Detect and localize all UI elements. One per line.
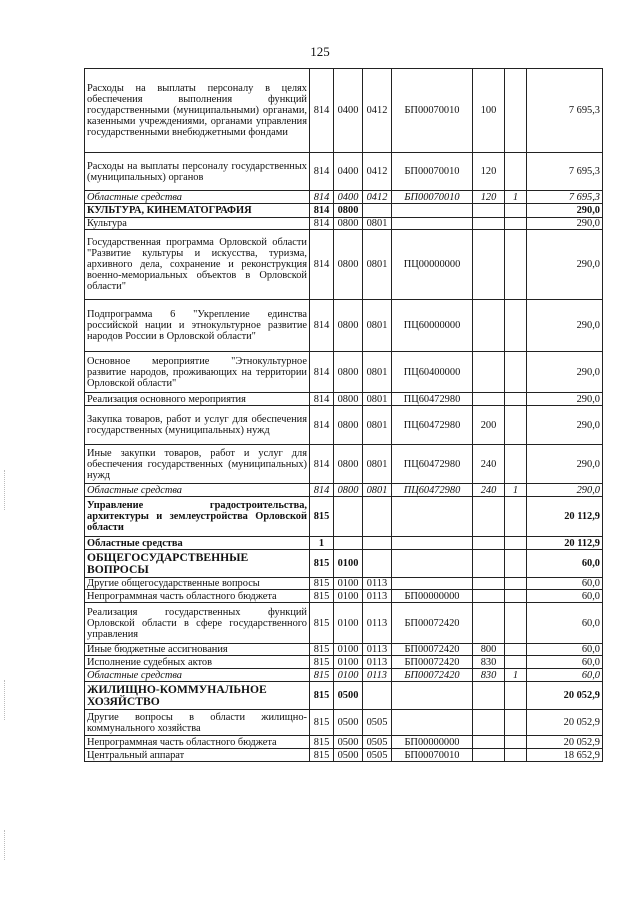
cell-pr xyxy=(363,537,392,550)
cell-rz: 0500 xyxy=(334,736,363,749)
cell-grbs: 815 xyxy=(310,590,334,603)
cell-pr xyxy=(363,682,392,710)
table-row xyxy=(85,393,603,406)
table-row xyxy=(85,191,603,204)
cell-grbs: 814 xyxy=(310,393,334,406)
cell-src xyxy=(505,736,527,749)
cell-rz: 0100 xyxy=(334,669,363,682)
cell-name: Расходы на выплаты персоналу государственных (муниципальных) органов xyxy=(85,153,310,191)
table-row xyxy=(85,682,603,710)
table-row xyxy=(85,153,603,191)
cell-name: Подпрограмма 6 "Укрепление единства российской нации и этнокультурное развитие народов России в Орловской области" xyxy=(85,300,310,352)
cell-src xyxy=(505,682,527,710)
cell-vr xyxy=(473,736,505,749)
margin-dots xyxy=(4,830,7,860)
cell-pr: 0801 xyxy=(363,484,392,497)
cell-src: 1 xyxy=(505,669,527,682)
cell-sum: 290,0 xyxy=(527,406,603,445)
cell-csr: ПЦ60472980 xyxy=(392,393,473,406)
cell-grbs: 814 xyxy=(310,230,334,300)
cell-sum: 290,0 xyxy=(527,230,603,300)
cell-src xyxy=(505,204,527,218)
cell-rz: 0800 xyxy=(334,300,363,352)
table-row xyxy=(85,300,603,352)
page-number: 125 xyxy=(310,44,330,59)
cell-name: Реализация государственных функций Орловской области в сфере государственного управления xyxy=(85,603,310,644)
cell-pr: 0801 xyxy=(363,445,392,484)
cell-name: Закупка товаров, работ и услуг для обеспечения государственных (муниципальных) нужд xyxy=(85,406,310,445)
cell-src xyxy=(505,710,527,736)
cell-csr xyxy=(392,497,473,537)
cell-sum: 60,0 xyxy=(527,590,603,603)
cell-vr xyxy=(473,578,505,590)
cell-sum: 20 112,9 xyxy=(527,497,603,537)
cell-pr: 0113 xyxy=(363,603,392,644)
cell-rz: 0500 xyxy=(334,749,363,762)
table-row xyxy=(85,484,603,497)
cell-src xyxy=(505,578,527,590)
cell-pr: 0801 xyxy=(363,300,392,352)
cell-src: 1 xyxy=(505,484,527,497)
table-row xyxy=(85,550,603,578)
cell-name: ЖИЛИЩНО-КОММУНАЛЬНОЕ ХОЗЯЙСТВО xyxy=(85,682,310,710)
cell-rz: 0800 xyxy=(334,393,363,406)
cell-csr: ПЦ60000000 xyxy=(392,300,473,352)
cell-vr: 100 xyxy=(473,69,505,153)
cell-csr: БП00000000 xyxy=(392,590,473,603)
cell-vr xyxy=(473,204,505,218)
cell-grbs: 814 xyxy=(310,445,334,484)
cell-name: Непрограммная часть областного бюджета xyxy=(85,590,310,603)
cell-vr xyxy=(473,603,505,644)
cell-grbs: 815 xyxy=(310,603,334,644)
cell-src xyxy=(505,603,527,644)
cell-rz: 0800 xyxy=(334,352,363,393)
cell-csr: БП00070010 xyxy=(392,749,473,762)
cell-grbs: 815 xyxy=(310,669,334,682)
cell-src xyxy=(505,656,527,669)
cell-pr: 0801 xyxy=(363,406,392,445)
cell-grbs: 815 xyxy=(310,578,334,590)
cell-grbs: 814 xyxy=(310,218,334,230)
table-row xyxy=(85,445,603,484)
cell-name: Другие вопросы в области жилищно-коммунального хозяйства xyxy=(85,710,310,736)
cell-rz: 0400 xyxy=(334,69,363,153)
cell-grbs: 814 xyxy=(310,153,334,191)
cell-rz: 0100 xyxy=(334,550,363,578)
cell-src xyxy=(505,497,527,537)
cell-sum: 60,0 xyxy=(527,656,603,669)
table-row xyxy=(85,69,603,153)
cell-sum: 7 695,3 xyxy=(527,69,603,153)
cell-name: Центральный аппарат xyxy=(85,749,310,762)
cell-rz: 0400 xyxy=(334,191,363,204)
cell-src xyxy=(505,550,527,578)
cell-vr: 120 xyxy=(473,191,505,204)
table-row xyxy=(85,578,603,590)
cell-name: Культура xyxy=(85,218,310,230)
cell-csr xyxy=(392,682,473,710)
cell-sum: 290,0 xyxy=(527,484,603,497)
cell-rz: 0500 xyxy=(334,710,363,736)
cell-src xyxy=(505,749,527,762)
table-row xyxy=(85,669,603,682)
cell-grbs: 814 xyxy=(310,406,334,445)
cell-sum: 60,0 xyxy=(527,603,603,644)
cell-vr: 830 xyxy=(473,656,505,669)
cell-pr: 0113 xyxy=(363,578,392,590)
cell-csr xyxy=(392,218,473,230)
cell-rz xyxy=(334,537,363,550)
cell-pr: 0113 xyxy=(363,644,392,656)
cell-sum: 20 052,9 xyxy=(527,710,603,736)
cell-name: Реализация основного мероприятия xyxy=(85,393,310,406)
cell-csr xyxy=(392,204,473,218)
cell-vr xyxy=(473,590,505,603)
cell-sum: 290,0 xyxy=(527,393,603,406)
cell-name: КУЛЬТУРА, КИНЕМАТОГРАФИЯ xyxy=(85,204,310,218)
cell-pr: 0412 xyxy=(363,69,392,153)
cell-vr xyxy=(473,230,505,300)
cell-name: Областные средства xyxy=(85,484,310,497)
table-row xyxy=(85,230,603,300)
cell-csr: БП00070010 xyxy=(392,69,473,153)
cell-grbs: 814 xyxy=(310,191,334,204)
cell-src xyxy=(505,445,527,484)
cell-csr xyxy=(392,710,473,736)
cell-src xyxy=(505,644,527,656)
cell-csr: ПЦ60472980 xyxy=(392,484,473,497)
cell-pr: 0412 xyxy=(363,153,392,191)
table-row xyxy=(85,218,603,230)
cell-rz: 0800 xyxy=(334,406,363,445)
cell-vr: 830 xyxy=(473,669,505,682)
cell-grbs: 815 xyxy=(310,736,334,749)
cell-src xyxy=(505,300,527,352)
cell-vr: 120 xyxy=(473,153,505,191)
cell-sum: 60,0 xyxy=(527,669,603,682)
cell-rz: 0400 xyxy=(334,153,363,191)
cell-pr xyxy=(363,497,392,537)
cell-pr: 0801 xyxy=(363,230,392,300)
cell-csr: БП00072420 xyxy=(392,656,473,669)
table-row xyxy=(85,406,603,445)
cell-name: Непрограммная часть областного бюджета xyxy=(85,736,310,749)
table-row xyxy=(85,736,603,749)
table-row xyxy=(85,497,603,537)
cell-vr: 200 xyxy=(473,406,505,445)
cell-sum: 290,0 xyxy=(527,300,603,352)
cell-name: Другие общегосударственные вопросы xyxy=(85,578,310,590)
table-row xyxy=(85,710,603,736)
cell-csr: ПЦ60400000 xyxy=(392,352,473,393)
cell-pr: 0505 xyxy=(363,710,392,736)
cell-sum: 18 652,9 xyxy=(527,749,603,762)
cell-pr: 0113 xyxy=(363,669,392,682)
cell-vr xyxy=(473,537,505,550)
cell-rz: 0800 xyxy=(334,218,363,230)
cell-grbs: 815 xyxy=(310,710,334,736)
cell-src: 1 xyxy=(505,191,527,204)
cell-pr: 0505 xyxy=(363,749,392,762)
cell-vr xyxy=(473,550,505,578)
cell-name: ОБЩЕГОСУДАРСТВЕННЫЕ ВОПРОСЫ xyxy=(85,550,310,578)
cell-csr xyxy=(392,578,473,590)
budget-table xyxy=(84,68,603,762)
cell-csr: БП00000000 xyxy=(392,736,473,749)
cell-rz: 0100 xyxy=(334,603,363,644)
table-row xyxy=(85,749,603,762)
cell-vr xyxy=(473,682,505,710)
table-row xyxy=(85,644,603,656)
table-row xyxy=(85,656,603,669)
cell-vr xyxy=(473,749,505,762)
cell-pr xyxy=(363,550,392,578)
cell-src xyxy=(505,393,527,406)
cell-src xyxy=(505,153,527,191)
cell-csr: ПЦ60472980 xyxy=(392,406,473,445)
cell-vr xyxy=(473,393,505,406)
cell-grbs: 814 xyxy=(310,352,334,393)
cell-rz: 0800 xyxy=(334,204,363,218)
cell-csr: БП00072420 xyxy=(392,644,473,656)
cell-pr: 0801 xyxy=(363,352,392,393)
cell-sum: 7 695,3 xyxy=(527,153,603,191)
cell-sum: 60,0 xyxy=(527,644,603,656)
cell-csr: ПЦ60472980 xyxy=(392,445,473,484)
cell-grbs: 815 xyxy=(310,656,334,669)
cell-pr: 0801 xyxy=(363,218,392,230)
cell-name: Областные средства xyxy=(85,669,310,682)
cell-name: Основное мероприятие "Этнокультурное развитие народов, проживающих на территории Орловской области" xyxy=(85,352,310,393)
cell-sum: 290,0 xyxy=(527,352,603,393)
cell-grbs: 815 xyxy=(310,644,334,656)
cell-pr: 0113 xyxy=(363,656,392,669)
cell-csr xyxy=(392,550,473,578)
cell-vr xyxy=(473,710,505,736)
cell-pr: 0412 xyxy=(363,191,392,204)
cell-rz: 0100 xyxy=(334,656,363,669)
cell-vr: 240 xyxy=(473,445,505,484)
cell-vr xyxy=(473,300,505,352)
cell-rz: 0500 xyxy=(334,682,363,710)
cell-src xyxy=(505,537,527,550)
cell-csr: БП00070010 xyxy=(392,191,473,204)
cell-grbs: 814 xyxy=(310,300,334,352)
cell-rz: 0800 xyxy=(334,484,363,497)
cell-sum: 60,0 xyxy=(527,550,603,578)
cell-name: Расходы на выплаты персоналу в целях обеспечения выполнения функций государственными (муниципальными) органами, казенными учреждениями, органами управления государственными внебюджетными фондами xyxy=(85,69,310,153)
cell-pr xyxy=(363,204,392,218)
margin-dots xyxy=(4,680,7,720)
cell-vr: 240 xyxy=(473,484,505,497)
cell-src xyxy=(505,590,527,603)
cell-sum: 20 112,9 xyxy=(527,537,603,550)
cell-rz: 0100 xyxy=(334,590,363,603)
cell-sum: 20 052,9 xyxy=(527,736,603,749)
cell-sum: 290,0 xyxy=(527,204,603,218)
cell-csr: БП00072420 xyxy=(392,603,473,644)
cell-vr xyxy=(473,352,505,393)
table-row xyxy=(85,537,603,550)
cell-grbs: 815 xyxy=(310,749,334,762)
cell-name: Иные закупки товаров, работ и услуг для обеспечения государственных (муниципальных) нужд xyxy=(85,445,310,484)
cell-sum: 20 052,9 xyxy=(527,682,603,710)
table-row xyxy=(85,590,603,603)
cell-csr: ПЦ00000000 xyxy=(392,230,473,300)
cell-grbs: 814 xyxy=(310,204,334,218)
cell-grbs: 815 xyxy=(310,497,334,537)
cell-src xyxy=(505,406,527,445)
cell-src xyxy=(505,218,527,230)
margin-dots xyxy=(4,470,7,510)
cell-sum: 290,0 xyxy=(527,218,603,230)
cell-sum: 7 695,3 xyxy=(527,191,603,204)
cell-grbs: 815 xyxy=(310,682,334,710)
cell-vr xyxy=(473,218,505,230)
cell-rz xyxy=(334,497,363,537)
cell-vr xyxy=(473,497,505,537)
cell-name: Областные средства xyxy=(85,537,310,550)
cell-csr: БП00072420 xyxy=(392,669,473,682)
cell-pr: 0801 xyxy=(363,393,392,406)
cell-src xyxy=(505,230,527,300)
cell-grbs: 815 xyxy=(310,550,334,578)
cell-name: Государственная программа Орловской области "Развитие культуры и искусства, туризма, архивного дела, сохранение и реконструкция военно-мемориальных объектов в Орловской области" xyxy=(85,230,310,300)
cell-rz: 0100 xyxy=(334,578,363,590)
cell-src xyxy=(505,69,527,153)
cell-name: Областные средства xyxy=(85,191,310,204)
table-row xyxy=(85,352,603,393)
cell-pr: 0113 xyxy=(363,590,392,603)
table-row xyxy=(85,204,603,218)
cell-name: Исполнение судебных актов xyxy=(85,656,310,669)
cell-rz: 0800 xyxy=(334,445,363,484)
cell-pr: 0505 xyxy=(363,736,392,749)
cell-rz: 0800 xyxy=(334,230,363,300)
cell-grbs: 814 xyxy=(310,484,334,497)
cell-src xyxy=(505,352,527,393)
cell-grbs: 1 xyxy=(310,537,334,550)
cell-name: Иные бюджетные ассигнования xyxy=(85,644,310,656)
cell-vr: 800 xyxy=(473,644,505,656)
cell-sum: 60,0 xyxy=(527,578,603,590)
cell-rz: 0100 xyxy=(334,644,363,656)
cell-name: Управление градостроительства, архитектуры и землеустройства Орловской области xyxy=(85,497,310,537)
cell-grbs: 814 xyxy=(310,69,334,153)
cell-sum: 290,0 xyxy=(527,445,603,484)
cell-csr: БП00070010 xyxy=(392,153,473,191)
table-row xyxy=(85,603,603,644)
cell-csr xyxy=(392,537,473,550)
